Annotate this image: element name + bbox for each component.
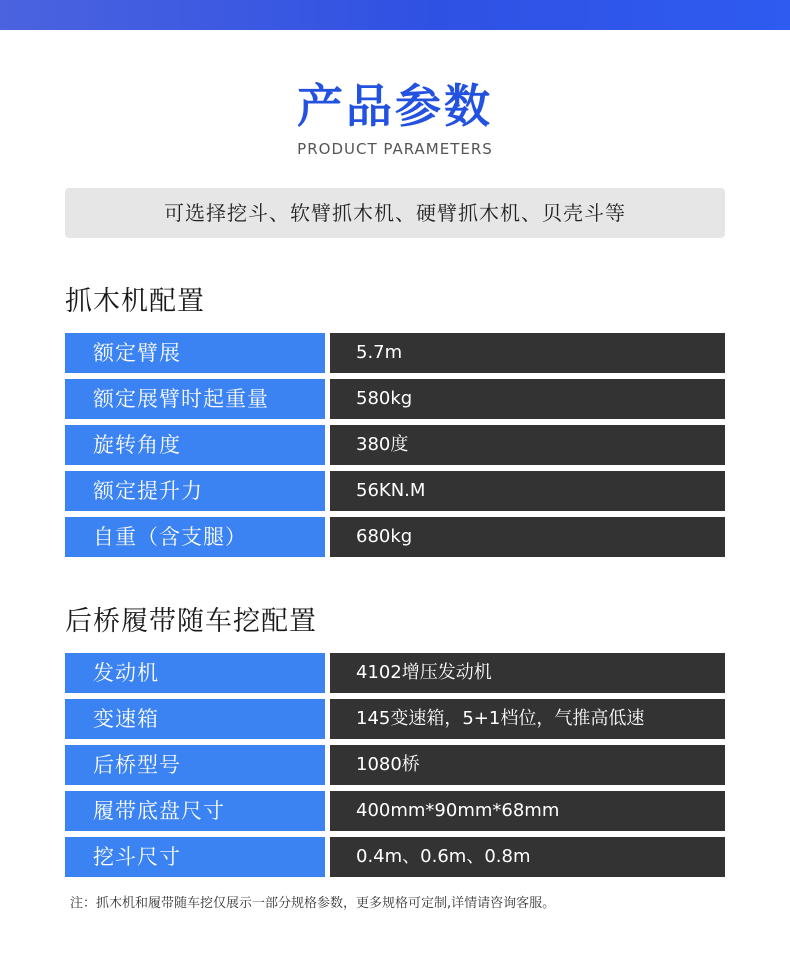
grabber-spec-table: [65, 333, 725, 563]
section-title-grabber: 抓木机配置: [65, 286, 205, 317]
spec-value: 145变速箱，5+1档位，气推高低速: [330, 699, 725, 739]
page-subtitle: PRODUCT PARAMETERS: [297, 140, 493, 158]
table-row: [65, 425, 725, 465]
top-banner-bar: [0, 0, 790, 30]
spec-value: 4102增压发动机: [330, 653, 725, 693]
table-row: [65, 653, 725, 693]
table-row: [65, 745, 725, 785]
spec-value: 0.4m、0.6m、0.8m: [330, 837, 725, 877]
table-row: [65, 791, 725, 831]
spec-label: 额定展臂时起重量: [65, 379, 325, 419]
spec-label: 挖斗尺寸: [65, 837, 325, 877]
spec-value: 680kg: [330, 517, 725, 557]
spec-label: 自重（含支腿）: [65, 517, 325, 557]
spec-label: 旋转角度: [65, 425, 325, 465]
section-title-excavator: 后桥履带随车挖配置: [65, 606, 317, 637]
spec-value: 5.7m: [330, 333, 725, 373]
spec-value: 56KN.M: [330, 471, 725, 511]
table-row: [65, 471, 725, 511]
excavator-spec-table: [65, 653, 725, 883]
spec-value: 380度: [330, 425, 725, 465]
spec-label: 额定臂展: [65, 333, 325, 373]
spec-value: 1080桥: [330, 745, 725, 785]
spec-label: 额定提升力: [65, 471, 325, 511]
footnote: 注：抓木机和履带随车挖仅展示一部分规格参数，更多规格可定制,详情请咨询客服。: [70, 896, 556, 911]
table-row: [65, 517, 725, 557]
table-row: [65, 333, 725, 373]
spec-label: 变速箱: [65, 699, 325, 739]
page-title: 产品参数: [297, 79, 493, 133]
spec-label: 发动机: [65, 653, 325, 693]
spec-value: 400mm*90mm*68mm: [330, 791, 725, 831]
table-row: [65, 837, 725, 877]
options-banner: 可选择挖斗、软臂抓木机、硬臂抓木机、贝壳斗等: [65, 188, 725, 238]
table-row: [65, 699, 725, 739]
spec-value: 580kg: [330, 379, 725, 419]
spec-label: 后桥型号: [65, 745, 325, 785]
spec-label: 履带底盘尺寸: [65, 791, 325, 831]
table-row: [65, 379, 725, 419]
